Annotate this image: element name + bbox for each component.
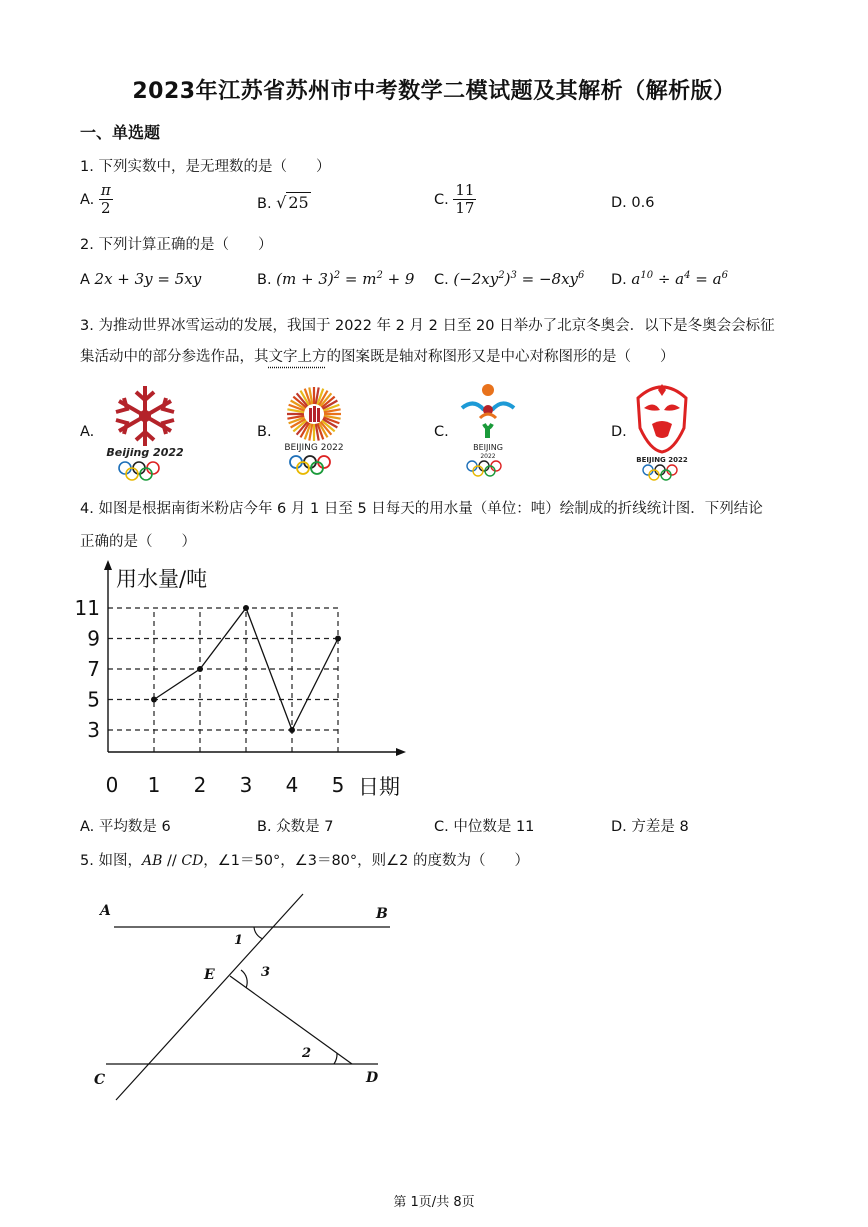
y-tick-label: 9 [87, 626, 100, 651]
data-point [289, 727, 295, 733]
q4-option-a[interactable]: A. 平均数是 6 [80, 819, 171, 835]
x-tick-label: 4 [285, 773, 299, 797]
angle-2-arc [334, 1053, 337, 1064]
q2-option-d-label: D. [611, 272, 627, 288]
point-label-a: A [100, 903, 111, 919]
q3-logo-c-year: 2022 [480, 453, 496, 460]
angle-label-3: 3 [261, 965, 271, 980]
q3-logo-c-figure[interactable] [454, 380, 524, 478]
q2-option-b-label: B. [257, 272, 272, 288]
angle-label-1: 1 [234, 933, 244, 948]
q2-option-d-expr: $a^{10} \div a^4 = a^6$ [631, 270, 728, 288]
x-axis-arrow [396, 748, 406, 756]
q1-option-c-fraction: $\frac{11}{17}$ [455, 181, 475, 218]
q2-option-c-expr: $(-2xy^2)^3 = -8xy^6$ [453, 270, 585, 288]
y-tick-label: 11 [74, 596, 100, 620]
q3-emphasis-text: 文字上方 [268, 349, 327, 365]
q1-option-d-label: D. [611, 195, 627, 211]
y-axis-title: 用水量/吨 [116, 567, 208, 591]
x-tick-label: 3 [239, 773, 253, 797]
q3-logo-d-text: BEIJING 2022 [636, 456, 688, 464]
question-5-stem: 5. 如图，AB // CD，∠1＝50°，∠3＝80°，则∠2 的度数为（ ） [80, 853, 529, 869]
data-point [151, 697, 157, 703]
q1-option-b-sqrt: √ 25 [276, 193, 309, 212]
q2-option-d[interactable] [611, 270, 728, 288]
page-footer: 第 1页/共 8页 [393, 1195, 475, 1210]
q1-option-c[interactable] [434, 182, 476, 218]
question-4-stem-line2: 正确的是（ ） [80, 534, 196, 550]
q2-option-c-label: C. [434, 272, 449, 288]
q2-option-a-expr: 2x + 3y = 5xy [94, 270, 202, 288]
q3-option-b-label[interactable]: B. [257, 424, 272, 440]
x-tick-label: 2 [193, 773, 207, 797]
question-2-stem: 2. 下列计算正确的是（ ） [80, 237, 273, 253]
question-3-stem-line2: 集活动中的部分参选作品，其文字上方的图案既是轴对称图形又是中心对称图形的是（ ） [80, 349, 675, 365]
line-chart-water-usage [74, 558, 418, 808]
geometry-figure-parallel-lines [88, 890, 398, 1105]
q3-option-a-label[interactable]: A. [80, 424, 95, 440]
data-point [335, 636, 341, 642]
point-label-b: B [376, 906, 388, 922]
point-label-c: C [94, 1072, 106, 1088]
point-label-d: D [366, 1070, 379, 1086]
y-axis-arrow [104, 560, 112, 570]
q1-option-d-value: 0.6 [631, 195, 655, 211]
segment-ed [230, 976, 352, 1064]
q3-logo-a-text: Beijing 2022 [106, 446, 184, 459]
q1-option-d[interactable] [611, 195, 654, 211]
q1-option-a-label: A. [80, 191, 95, 208]
q4-option-c[interactable]: C. 中位数是 11 [434, 819, 535, 835]
q3-logo-d-opera-mask[interactable] [630, 378, 694, 480]
q3-logo-b-sunburst[interactable] [276, 380, 352, 476]
q4-option-b[interactable]: B. 众数是 7 [257, 819, 334, 835]
q2-option-b-expr: $(m + 3)^2 = m^2 + 9$ [276, 270, 415, 288]
question-1-stem: 1. 下列实数中，是无理数的是（ ） [80, 159, 331, 175]
transversal-line [116, 894, 303, 1100]
page-title: 2023年江苏省苏州市中考数学二模试题及其解析（解析版） [132, 79, 736, 104]
y-tick-label: 5 [87, 687, 100, 712]
x-tick-label: 1 [147, 773, 161, 797]
q1-option-b-label: B. [257, 196, 272, 212]
angle-label-2: 2 [302, 1046, 312, 1061]
x-axis-title: 日期 [358, 775, 400, 799]
q2-option-a[interactable] [80, 270, 201, 288]
q1-option-b[interactable] [257, 193, 311, 212]
q2-option-b[interactable] [257, 270, 414, 288]
question-4-stem-line1: 4. 如图是根据南街米粉店今年 6 月 1 日至 5 日每天的用水量（单位：吨）绘制成的折线统计图．下列结论 [80, 501, 763, 517]
q3-logo-a-snowflake[interactable] [100, 378, 190, 482]
data-point [197, 666, 203, 672]
q1-option-a[interactable] [80, 182, 113, 218]
angle-1-arc [254, 927, 263, 939]
q3-logo-b-text: BEIJING 2022 [284, 443, 344, 453]
q4-option-d[interactable]: D. 方差是 8 [611, 819, 689, 835]
y-tick-label: 3 [87, 718, 100, 742]
point-label-e: E [204, 967, 215, 983]
q1-option-c-label: C. [434, 191, 449, 208]
q3-logo-c-text: BEIJING [473, 443, 503, 452]
data-point [243, 605, 249, 611]
x-tick-label: 0 [105, 773, 119, 797]
q1-option-a-fraction: $\frac{\pi}{2}$ [100, 181, 111, 218]
q3-option-d-label[interactable]: D. [611, 424, 627, 440]
x-tick-label: 5 [331, 773, 345, 797]
q2-option-a-label: A [80, 272, 90, 288]
q2-option-c[interactable] [434, 270, 584, 288]
y-tick-label: 7 [87, 657, 100, 681]
q3-option-c-label[interactable]: C. [434, 424, 449, 440]
section-heading-single-choice: 一、单选题 [80, 123, 161, 142]
question-3-stem-line1: 3. 为推动世界冰雪运动的发展，我国于 2022 年 2 月 2 日至 20 日举办了北京冬奥会．以下是冬奥会会标征 [80, 318, 775, 334]
